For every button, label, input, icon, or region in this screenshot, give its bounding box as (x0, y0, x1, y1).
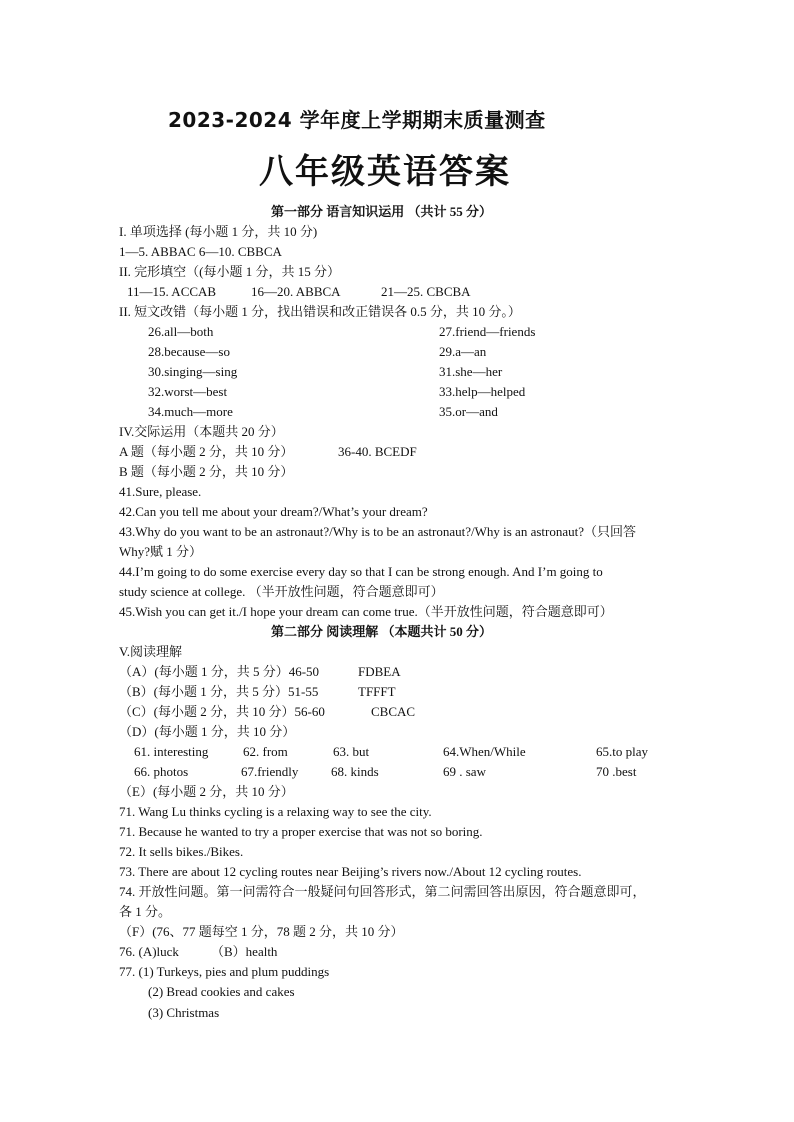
section2-answers-c: 21—25. CBCBA (381, 284, 471, 299)
section3-title: II. 短文改错（每小题 1 分，找出错误和改正错误各 0.5 分，共 10 分。） (119, 304, 521, 319)
answer-44: 44.I’m going to do some exercise every day so that I can be strong enough. And I’m going to (119, 564, 603, 579)
section2-title: II. 完形填空（(每小题 1 分，共 15 分） (119, 264, 340, 279)
answer-74-cont: 各 1 分。 (119, 904, 172, 919)
section4-a-label: A 题（每小题 2 分，共 10 分） (119, 444, 294, 459)
answer-42: 42.Can you tell me about your dream?/What’s your dream? (119, 504, 428, 519)
reading-b-label: （B）(每小题 1 分，共 5 分）51-55 (119, 684, 319, 699)
answer-43: 43.Why do you want to be an astronaut?/Why is to be an astronaut?/Why is an astronaut?（只回答 (119, 524, 636, 539)
answer-71a: 71. Wang Lu thinks cycling is a relaxing way to see the city. (119, 804, 432, 819)
reading-c-answers: CBCAC (371, 704, 416, 719)
correction-item: 34.much—more (148, 404, 233, 419)
section2-answers-b: 16—20. ABBCA (251, 284, 341, 299)
answer-76a: 76. (A)luck (119, 944, 179, 959)
reading-c-label: （C）(每小题 2 分，共 10 分）56-60 (119, 704, 325, 719)
cloze-answer: 61. interesting (134, 744, 209, 759)
answer-43-cont: Why?赋 1 分） (119, 544, 203, 559)
cloze-answer: 70 .best (596, 764, 637, 779)
correction-item: 29.a—an (439, 344, 487, 359)
answer-77-2: (2) Bread cookies and cakes (148, 984, 295, 999)
section1-answers: 1—5. ABBAC 6—10. CBBCA (119, 244, 282, 259)
answer-73: 73. There are about 12 cycling routes near Beijing’s rivers now./About 12 cycling routes. (119, 864, 582, 879)
answer-44-cont: study science at college. （半开放性问题，符合题意即可） (119, 584, 444, 599)
answer-77-1: 77. (1) Turkeys, pies and plum puddings (119, 964, 330, 979)
answer-key-title: 八年级英语答案 (259, 152, 511, 192)
exam-title: 2023-2024 学年度上学期期末质量测查 (168, 108, 546, 132)
correction-item: 35.or—and (439, 404, 498, 419)
part2-title: 第二部分 阅读理解 （本题共计 50 分） (271, 624, 493, 639)
correction-item: 28.because—so (148, 344, 230, 359)
part1-title: 第一部分 语言知识运用 （共计 55 分） (271, 204, 493, 219)
correction-item: 32.worst—best (148, 384, 228, 399)
answer-41: 41.Sure, please. (119, 484, 202, 499)
cloze-answer: 62. from (243, 744, 288, 759)
reading-e-label: （E）(每小题 2 分，共 10 分） (119, 784, 294, 799)
reading-d-label: （D）(每小题 1 分，共 10 分） (119, 724, 296, 739)
correction-item: 33.help—helped (439, 384, 526, 399)
section2-answers-a: 11—15. ACCAB (127, 284, 217, 299)
cloze-answer: 64.When/While (443, 744, 526, 759)
reading-a-answers: FDBEA (358, 664, 401, 679)
cloze-answer: 63. but (333, 744, 370, 759)
reading-f-label: （F）(76、77 题每空 1 分，78 题 2 分，共 10 分） (119, 924, 404, 939)
reading-a-label: （A）(每小题 1 分，共 5 分）46-50 (119, 664, 320, 679)
reading-b-answers: TFFFT (358, 684, 396, 699)
section4-title: IV.交际运用（本题共 20 分） (119, 424, 284, 439)
section4-b-label: B 题（每小题 2 分，共 10 分） (119, 464, 294, 479)
answer-72: 72. It sells bikes./Bikes. (119, 844, 244, 859)
cloze-answer: 69 . saw (443, 764, 486, 779)
answer-77-3: (3) Christmas (148, 1005, 220, 1020)
cloze-answer: 65.to play (596, 744, 648, 759)
cloze-answer: 67.friendly (241, 764, 299, 779)
answer-45: 45.Wish you can get it./I hope your dream can come true.（半开放性问题，符合题意即可） (119, 604, 613, 619)
section5-title: V.阅读理解 (119, 644, 182, 659)
section4-a-answers: 36-40. BCEDF (338, 444, 417, 459)
cloze-answer: 68. kinds (331, 764, 379, 779)
answer-74: 74. 开放性问题。第一问需符合一般疑问句回答形式，第二问需回答出原因，符合题意即可， (119, 884, 646, 899)
correction-item: 30.singing—sing (148, 364, 238, 379)
correction-item: 27.friend—friends (439, 324, 536, 339)
section1-title: I. 单项选择 (每小题 1 分，共 10 分) (119, 224, 318, 239)
correction-item: 31.she—her (439, 364, 503, 379)
correction-item: 26.all—both (148, 324, 214, 339)
cloze-answer: 66. photos (134, 764, 189, 779)
answer-71b: 71. Because he wanted to try a proper exercise that was not so boring. (119, 824, 483, 839)
answer-76b: （B）health (211, 944, 278, 959)
